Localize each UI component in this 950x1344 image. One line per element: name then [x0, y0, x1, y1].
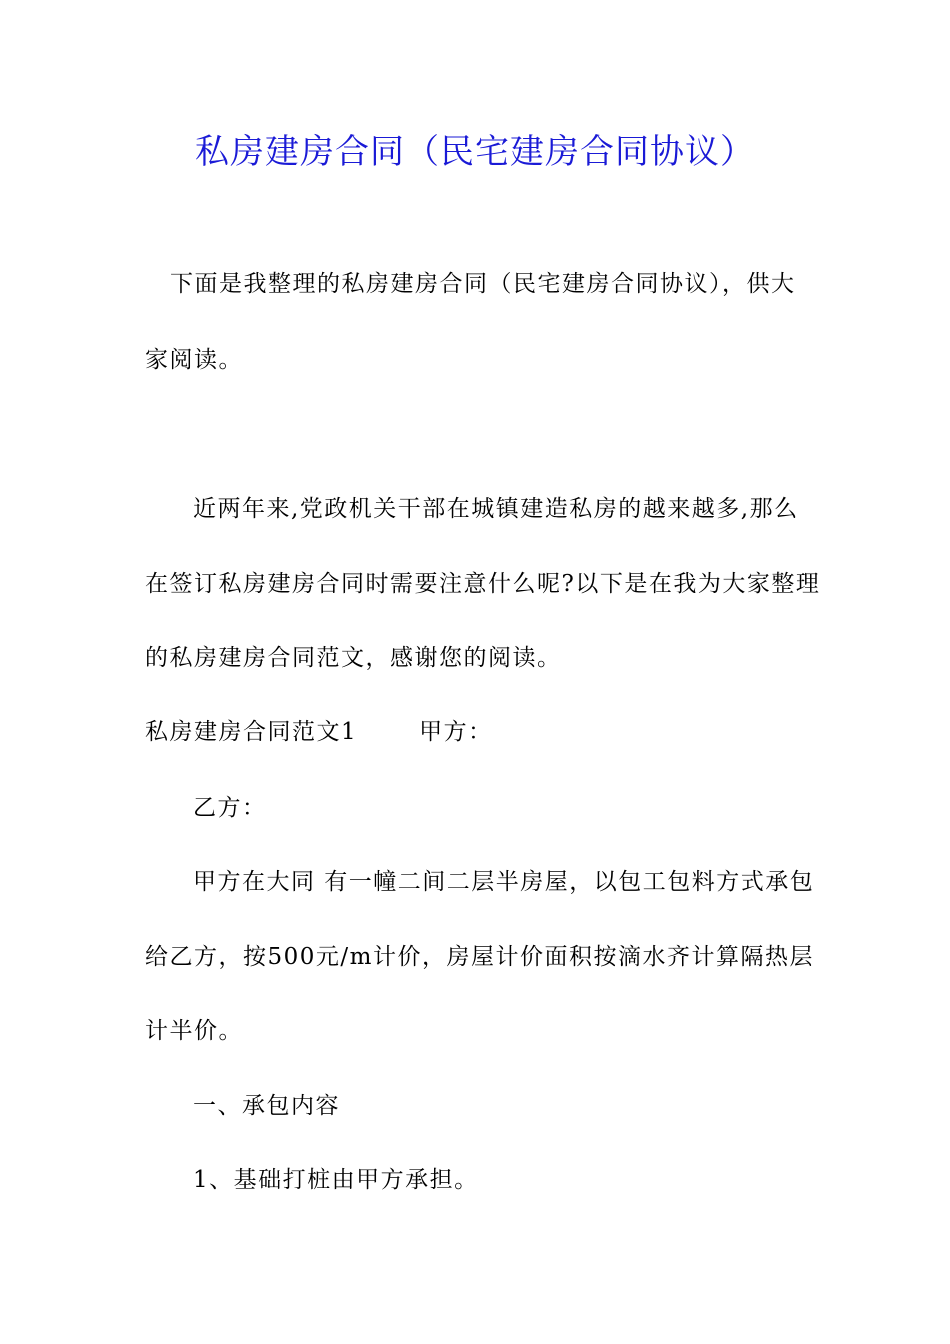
paragraph2-line-3: 计半价。	[145, 1018, 243, 1044]
intro-line-2: 家阅读。	[145, 347, 243, 373]
sample-heading-row	[145, 717, 493, 747]
party-a-label: 甲方：	[419, 719, 493, 745]
paragraph2-line-2: 给乙方，按500元/m计价，房屋计价面积按滴水齐计算隔热层	[145, 944, 814, 970]
paragraph1-line-2: 在签订私房建房合同时需要注意什么呢?以下是在我为大家整理	[145, 571, 821, 597]
section1-heading: 一、承包内容	[193, 1093, 340, 1119]
document-title: 私房建房合同（民宅建房合同协议）	[195, 132, 755, 172]
paragraph2-line-1: 甲方在大同 有一幢二间二层半房屋，以包工包料方式承包	[193, 869, 815, 895]
sample-heading: 私房建房合同范文1	[145, 719, 358, 745]
paragraph1-line-1: 近两年来,党政机关干部在城镇建造私房的越来越多,那么	[193, 496, 799, 522]
item-1: 1、基础打桩由甲方承担。	[193, 1167, 479, 1193]
paragraph1-line-3: 的私房建房合同范文，感谢您的阅读。	[145, 645, 562, 671]
party-b-label: 乙方：	[193, 795, 267, 821]
intro-line-1: 下面是我整理的私房建房合同（民宅建房合同协议），供大	[170, 271, 796, 297]
